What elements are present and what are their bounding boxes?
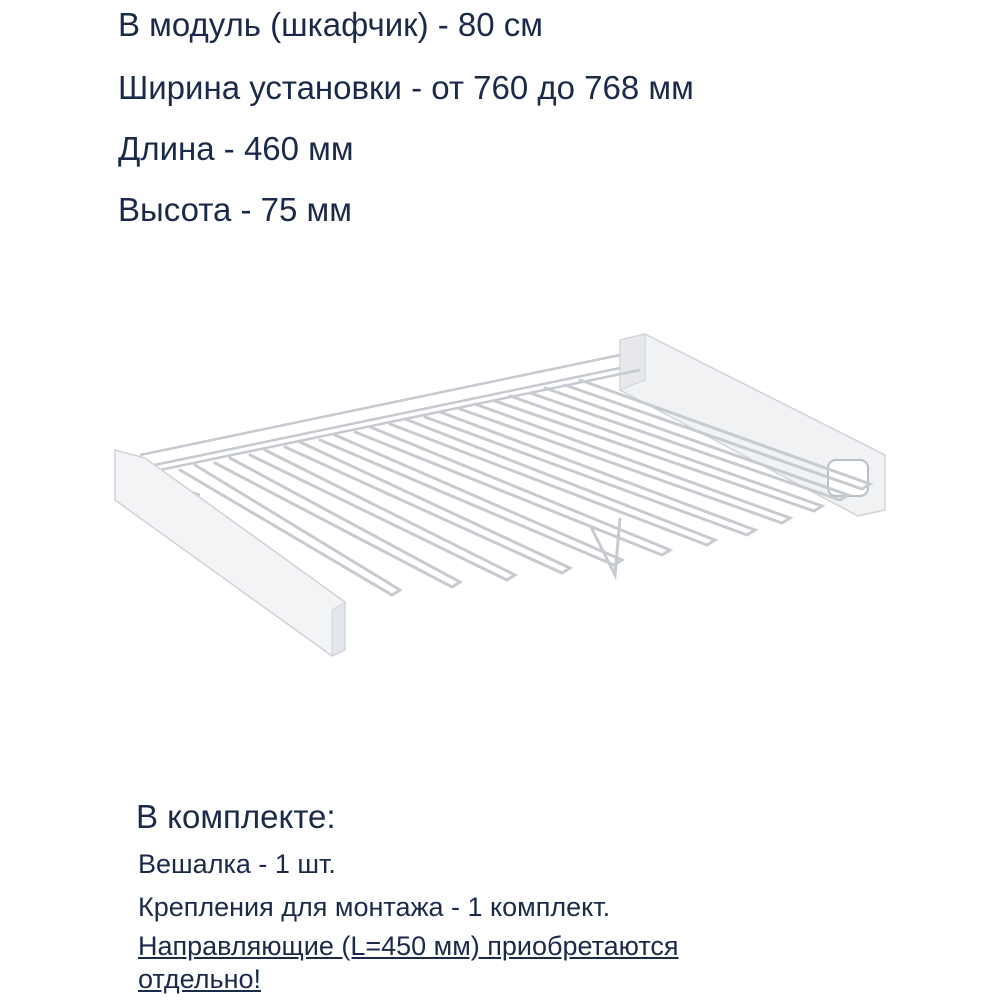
kit-item-rails-note: Направляющие (L=450 мм) приобретаются [138,931,679,961]
kit-item-hanger: Вешалка - 1 шт. [138,849,336,879]
spec-install-width: Ширина установки - от 760 до 768 мм [118,69,694,106]
kit-item-fasteners: Крепления для монтажа - 1 комплект. [138,892,611,922]
kit-item-rails-note-cont: отдельно! [138,964,262,994]
spec-height: Высота - 75 мм [118,191,352,228]
spec-length: Длина - 460 мм [118,130,354,167]
kit-title: В комплекте: [136,798,336,835]
trouser-rack-image [100,320,900,680]
spec-module: В модуль (шкафчик) - 80 см [118,6,543,43]
